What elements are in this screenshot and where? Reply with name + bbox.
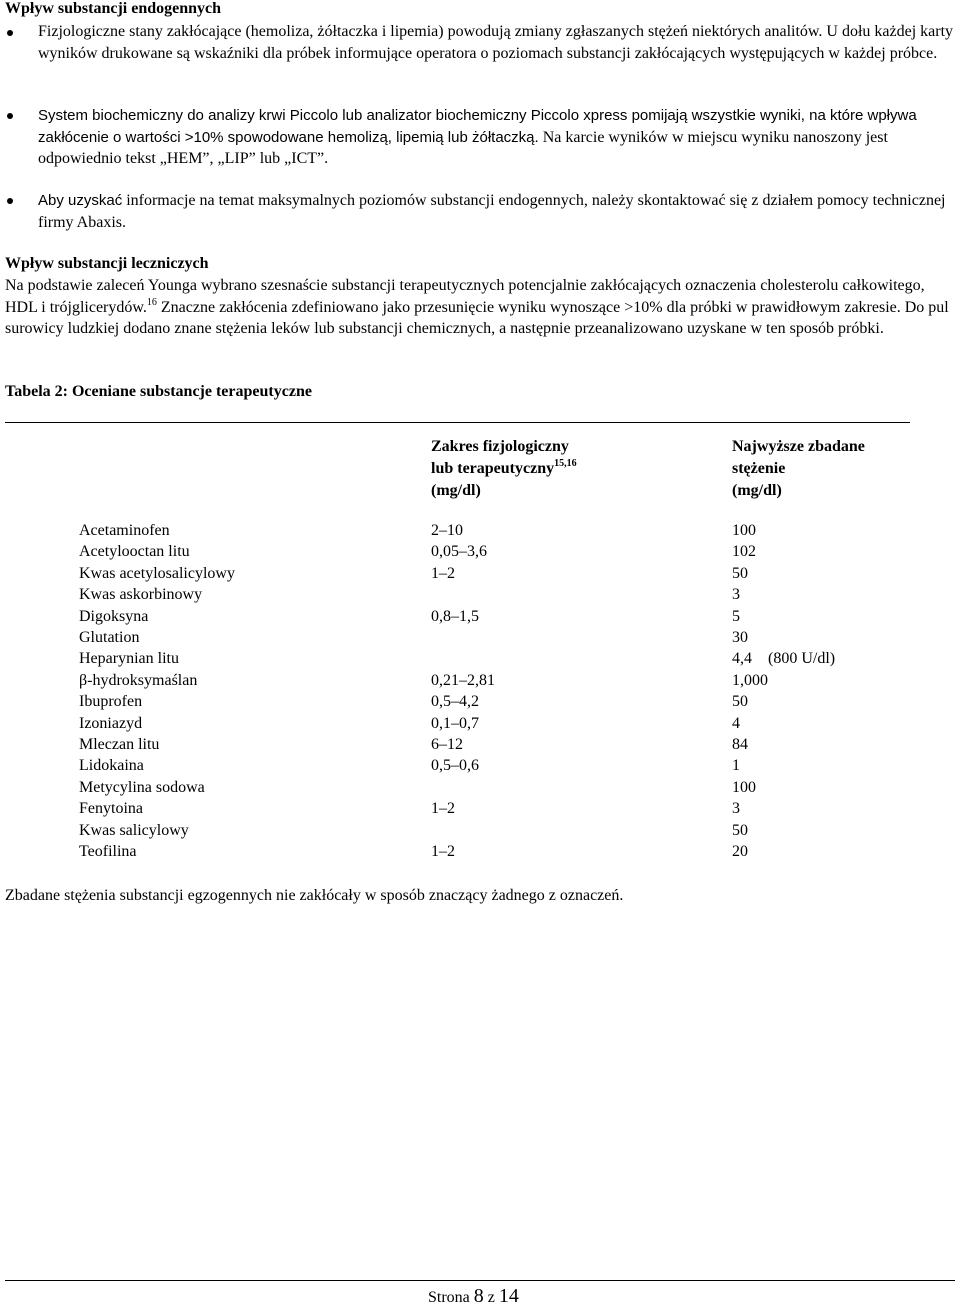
page-prefix: Strona (428, 1289, 474, 1306)
concentration-cell: 84 (732, 736, 748, 753)
concentration-cell: 50 (732, 821, 748, 839)
bullet-text (38, 190, 956, 233)
page-total: 14 (498, 1285, 519, 1307)
header-range-line1: Zakres fizjologiczny (431, 438, 569, 455)
range-cell: 0,5–4,2 (431, 693, 479, 711)
concentration-cell: 50 (732, 564, 748, 582)
header-conc-line1: Najwyższe zbadane (732, 438, 865, 455)
concentration-cell: 20 (732, 843, 748, 860)
table-title: Tabela 2: Oceniane substancje terapeutyczne (5, 383, 312, 400)
substance-name-cell: Lidokaina (79, 757, 144, 775)
header-range-sup: 15,16 (554, 458, 577, 469)
concentration-cell: 1 (732, 757, 740, 775)
substance-name-cell: Digoksyna (79, 607, 149, 625)
bullet-icon (7, 113, 13, 119)
range-cell: 0,1–0,7 (431, 714, 479, 732)
bullet-icon (7, 198, 13, 204)
header-range-line3: (mg/dl) (431, 482, 481, 499)
substance-name-cell: Heparynian litu (79, 650, 179, 668)
page-num: 8 (473, 1285, 484, 1307)
header-range-line2 (431, 460, 577, 478)
drugs-paragraph (5, 275, 955, 340)
exogenous-footnote: Zbadane stężenia substancji egzogennych nie zakłócały w sposób znaczący żadnego z oznaczeń. (5, 887, 624, 904)
range-cell: 1–2 (431, 843, 455, 860)
substance-name-cell: Izoniazyd (79, 714, 143, 732)
substance-name-cell: Fenytoina (79, 800, 143, 818)
bullet-text: Fizjologiczne stany zakłócające (hemoliza, żółtaczka i lipemia) powodują zmiany zgłaszanych stężeń niektórych analitów. U dołu każdej karty wyników drukowane są wskaźniki dla próbek informujące operatora o poziomach substancji zakłócających występujących w każdej próbce. (38, 23, 954, 62)
header-conc-line3: (mg/dl) (732, 482, 782, 499)
substance-name-cell: Acetylooctan litu (79, 543, 190, 561)
bullet-text-sans: System biochemiczny do analizy krwi Piccolo lub analizator biochemiczny Piccolo xpress pomijają wszystkie wyniki, na które wpływa zakłócenie o wartości >10% spowodowane hemolizą, lipemią lub żółtaczką. (38, 107, 917, 146)
concentration-cell: 102 (732, 543, 756, 561)
range-cell: 0,05–3,6 (431, 543, 487, 561)
concentration-cell: 100 (732, 778, 756, 796)
substance-name-cell: Glutation (79, 629, 140, 646)
range-cell: 6–12 (431, 736, 463, 753)
substance-name-cell: Kwas acetylosalicylowy (79, 564, 235, 582)
concentration-cell: 3 (732, 800, 740, 818)
concentration-cell: 100 (732, 522, 756, 539)
substance-name-cell: Acetaminofen (79, 522, 170, 539)
range-cell: 0,5–0,6 (431, 757, 479, 775)
page-sep: z (483, 1289, 499, 1306)
page-number (428, 1285, 519, 1308)
concentration-cell: 4 (732, 714, 740, 732)
table-top-rule (5, 422, 910, 423)
header-conc-line2: stężenie (732, 460, 786, 477)
substance-name-cell: Kwas salicylowy (79, 821, 189, 839)
substance-name-cell: Teofilina (79, 843, 137, 860)
range-cell: 0,8–1,5 (431, 607, 479, 625)
drugs-text-a: Na podstawie zaleceń Younga wybrano szesnaście substancji terapeutycznych potencjalnie zakłócających oznaczenia cholesterolu całkowitego, HDL i trójglicerydów. (5, 277, 925, 316)
bullet-text-serif: informacje na temat maksymalnych poziomów substancji endogennych, należy skontaktować się z działem pomocy technicznej firmy Abaxis. (38, 192, 946, 231)
bullet-text (38, 105, 956, 170)
concentration-cell: 50 (732, 693, 748, 711)
section-heading-endogenous: Wpływ substancji endogennych (5, 0, 222, 17)
bullet-text-serif: Na karcie wyników w miejscu wyniku nanoszony jest odpowiednio tekst „HEM”, „LIP” lub „ICT”. (38, 128, 888, 167)
range-cell: 1–2 (431, 564, 455, 582)
substance-name-cell: Mleczan litu (79, 736, 160, 753)
substance-name-cell: β-hydroksymaślan (79, 671, 198, 689)
concentration-cell: 5 (732, 607, 740, 625)
range-cell: 1–2 (431, 800, 455, 818)
substance-name-cell: Ibuprofen (79, 693, 143, 711)
section-heading-drugs: Wpływ substancji leczniczych (5, 255, 209, 272)
drugs-ref-sup: 16 (146, 296, 157, 308)
drugs-text-b: Znaczne zakłócenia zdefiniowano jako przesunięcie wyniku wynoszące >10% dla próbki w prawidłowym zakresie. Do pul surowicy ludzkiej dodano znane stężenia leków lub substancji chemicznych, a następnie przeanalizowano uzyskane w ten sposób próbki. (5, 298, 949, 337)
range-cell: 2–10 (431, 522, 463, 539)
bullet-icon (7, 30, 13, 36)
concentration-cell: 3 (732, 586, 740, 604)
footer-rule (5, 1280, 955, 1281)
range-cell: 0,21–2,81 (431, 671, 495, 689)
header-range-text: lub terapeutyczny (431, 460, 555, 477)
bullet-text-sans: Aby uzyskać (38, 192, 123, 209)
concentration-cell: 30 (732, 629, 748, 646)
concentration-cell: 4,4 (800 U/dl) (732, 650, 836, 668)
concentration-cell: 1,000 (732, 671, 768, 689)
substance-name-cell: Kwas askorbinowy (79, 586, 203, 604)
substance-name-cell: Metycylina sodowa (79, 778, 205, 796)
